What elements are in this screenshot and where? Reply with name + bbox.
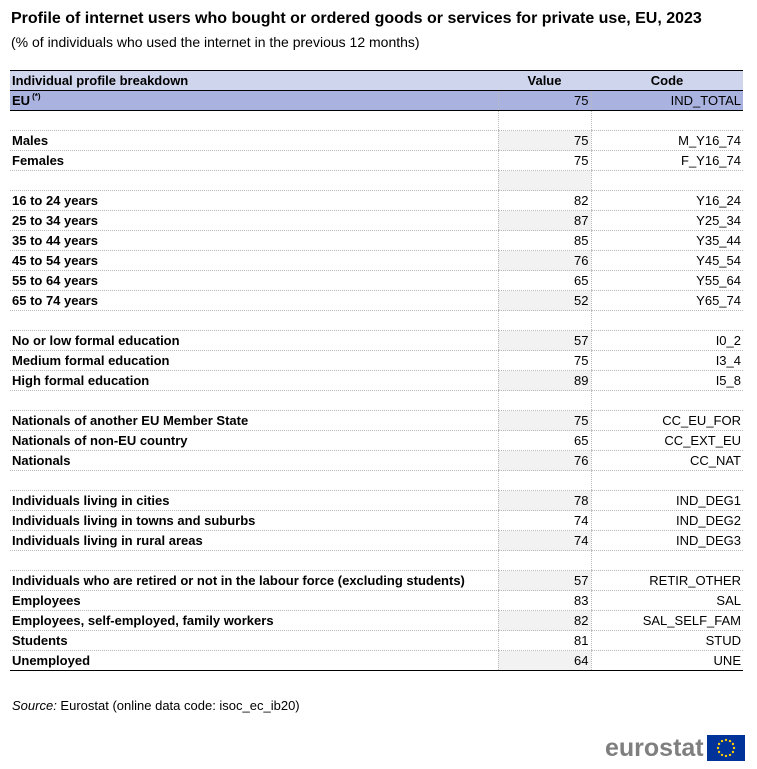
row-code — [591, 471, 743, 491]
table-row — [10, 191, 743, 211]
flag-star — [724, 755, 726, 757]
row-value: 89 — [498, 371, 591, 391]
row-label — [10, 171, 498, 191]
total-code: IND_TOTAL — [591, 91, 743, 111]
table-header-row — [10, 71, 743, 91]
table-row — [10, 291, 743, 311]
source-text: Eurostat (online data code: isoc_ec_ib20) — [56, 698, 300, 713]
flag-star — [718, 751, 720, 753]
row-value: 57 — [498, 331, 591, 351]
row-code: Y55_64 — [591, 271, 743, 291]
row-label — [10, 311, 498, 331]
total-label: EU — [12, 93, 31, 108]
row-value: 75 — [498, 411, 591, 431]
row-code: I5_8 — [591, 371, 743, 391]
flag-star — [720, 740, 722, 742]
flag-star — [732, 747, 734, 749]
table-row — [10, 611, 743, 631]
row-code: CC_NAT — [591, 451, 743, 471]
row-label: Individuals living in towns and suburbs — [10, 511, 498, 531]
total-label-cell — [10, 91, 498, 111]
row-code: CC_EU_FOR — [591, 411, 743, 431]
row-label: 35 to 44 years — [10, 231, 498, 251]
table-row — [10, 271, 743, 291]
row-code: RETIR_OTHER — [591, 571, 743, 591]
row-label: 25 to 34 years — [10, 211, 498, 231]
row-code — [591, 111, 743, 131]
row-code — [591, 391, 743, 411]
row-label: Nationals of another EU Member State — [10, 411, 498, 431]
total-value: 75 — [498, 91, 591, 111]
flag-star — [720, 754, 722, 756]
table-row — [10, 571, 743, 591]
table-row — [10, 411, 743, 431]
total-note: (*) — [32, 92, 41, 101]
row-label: 45 to 54 years — [10, 251, 498, 271]
row-code: UNE — [591, 651, 743, 671]
source-label: Source: — [12, 698, 57, 713]
table-row — [10, 631, 743, 651]
row-value: 65 — [498, 271, 591, 291]
row-code: M_Y16_74 — [591, 131, 743, 151]
row-label: Males — [10, 131, 498, 151]
row-code: I3_4 — [591, 351, 743, 371]
row-label: Individuals living in rural areas — [10, 531, 498, 551]
table-row — [10, 311, 743, 331]
row-label: Individuals who are retired or not in the labour force (excluding students) — [10, 571, 498, 591]
row-label: Nationals — [10, 451, 498, 471]
table-row — [10, 391, 743, 411]
row-label: No or low formal education — [10, 331, 498, 351]
row-code — [591, 551, 743, 571]
flag-star — [716, 747, 718, 749]
flag-star — [731, 743, 733, 745]
row-label: 55 to 64 years — [10, 271, 498, 291]
row-value: 76 — [498, 451, 591, 471]
table-row — [10, 511, 743, 531]
row-label — [10, 111, 498, 131]
row-code — [591, 171, 743, 191]
row-value: 75 — [498, 151, 591, 171]
row-label — [10, 551, 498, 571]
row-code — [591, 311, 743, 331]
row-code: Y16_24 — [591, 191, 743, 211]
eurostat-logo — [605, 733, 745, 763]
row-value — [498, 171, 591, 191]
eu-flag-icon — [707, 735, 745, 761]
header-value: Value — [498, 71, 591, 91]
row-value: 87 — [498, 211, 591, 231]
row-label: 65 to 74 years — [10, 291, 498, 311]
table-row — [10, 131, 743, 151]
table-row — [10, 171, 743, 191]
page-title: Profile of internet users who bought or ordered goods or services for private use, EU, 2023 — [11, 10, 702, 27]
flag-star — [731, 751, 733, 753]
row-code: I0_2 — [591, 331, 743, 351]
source-note — [12, 698, 300, 713]
row-value: 83 — [498, 591, 591, 611]
row-value — [498, 471, 591, 491]
row-code: IND_DEG2 — [591, 511, 743, 531]
row-label: High formal education — [10, 371, 498, 391]
row-label: Unemployed — [10, 651, 498, 671]
table-row — [10, 251, 743, 271]
row-value: 52 — [498, 291, 591, 311]
table-row — [10, 551, 743, 571]
row-value: 76 — [498, 251, 591, 271]
row-code: Y25_34 — [591, 211, 743, 231]
header-breakdown: Individual profile breakdown — [10, 71, 498, 91]
row-code: STUD — [591, 631, 743, 651]
row-value: 78 — [498, 491, 591, 511]
table-row — [10, 111, 743, 131]
row-value: 74 — [498, 531, 591, 551]
row-value: 75 — [498, 131, 591, 151]
row-code: F_Y16_74 — [591, 151, 743, 171]
row-label: Individuals living in cities — [10, 491, 498, 511]
table-row — [10, 451, 743, 471]
row-value: 82 — [498, 611, 591, 631]
row-label — [10, 391, 498, 411]
row-label: Employees, self-employed, family workers — [10, 611, 498, 631]
row-value: 64 — [498, 651, 591, 671]
row-code: Y35_44 — [591, 231, 743, 251]
row-value: 65 — [498, 431, 591, 451]
row-value: 75 — [498, 351, 591, 371]
row-label: Nationals of non-EU country — [10, 431, 498, 451]
row-value: 81 — [498, 631, 591, 651]
row-label: Students — [10, 631, 498, 651]
table-row — [10, 351, 743, 371]
row-label: Females — [10, 151, 498, 171]
flag-star — [728, 754, 730, 756]
total-row — [10, 91, 743, 111]
row-value — [498, 311, 591, 331]
page-subtitle: (% of individuals who used the internet in the previous 12 months) — [11, 34, 420, 50]
row-code: Y45_54 — [591, 251, 743, 271]
row-value — [498, 551, 591, 571]
row-label: Medium formal education — [10, 351, 498, 371]
row-value: 82 — [498, 191, 591, 211]
row-value: 74 — [498, 511, 591, 531]
table-row — [10, 651, 743, 671]
table-row — [10, 431, 743, 451]
data-table — [10, 70, 743, 671]
flag-star — [728, 740, 730, 742]
row-label — [10, 471, 498, 491]
row-value — [498, 111, 591, 131]
header-code: Code — [591, 71, 743, 91]
table-row — [10, 231, 743, 251]
flag-star — [724, 739, 726, 741]
row-code: IND_DEG1 — [591, 491, 743, 511]
row-label: 16 to 24 years — [10, 191, 498, 211]
table-row — [10, 491, 743, 511]
row-code: SAL — [591, 591, 743, 611]
logo-text: eurostat — [605, 733, 704, 762]
table-row — [10, 371, 743, 391]
table-row — [10, 471, 743, 491]
row-code: IND_DEG3 — [591, 531, 743, 551]
table-row — [10, 331, 743, 351]
row-value: 85 — [498, 231, 591, 251]
row-value — [498, 391, 591, 411]
row-code: SAL_SELF_FAM — [591, 611, 743, 631]
table-row — [10, 211, 743, 231]
flag-star — [718, 743, 720, 745]
table-row — [10, 151, 743, 171]
row-code: Y65_74 — [591, 291, 743, 311]
table-row — [10, 531, 743, 551]
row-code: CC_EXT_EU — [591, 431, 743, 451]
row-value: 57 — [498, 571, 591, 591]
row-label: Employees — [10, 591, 498, 611]
table-row — [10, 591, 743, 611]
